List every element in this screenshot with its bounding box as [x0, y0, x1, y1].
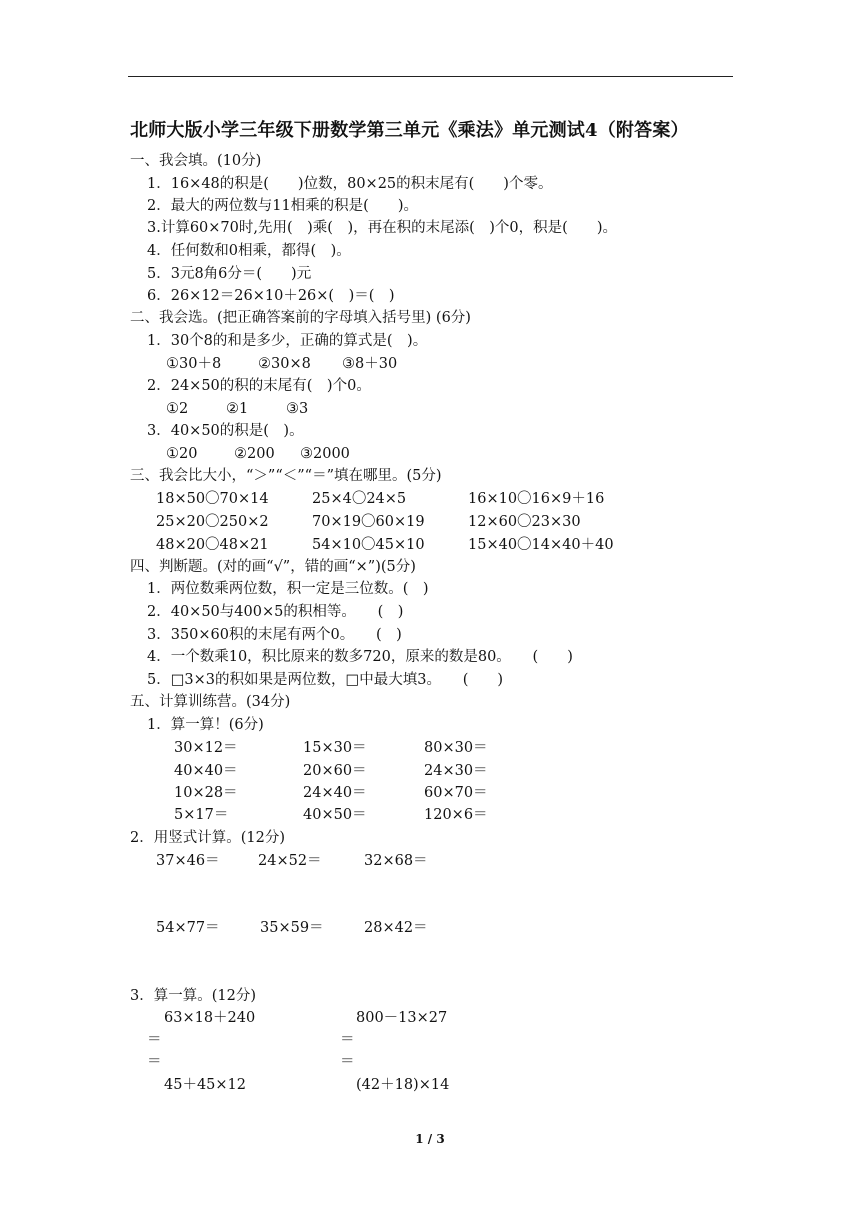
s1-q1: 1．16×48的积是( )位数，80×25的积末尾有( )个零。 [147, 176, 553, 192]
s3-compare-item: 18×50〇70×14 [156, 491, 269, 507]
s5-mixed-expr: 800－13×27 [356, 1010, 448, 1026]
s3-compare-item: 70×19〇60×19 [312, 514, 425, 530]
s2-q3: 3．40×50的积是( )。 [147, 423, 304, 439]
s2-q3-option-3: ③2000 [300, 446, 350, 462]
s4-q2: 2．40×50与400×5的积相等。 ( ) [147, 604, 404, 620]
s5-calc-item: 5×17＝ [174, 807, 229, 823]
s5-calc-item: 10×28＝ [174, 785, 238, 801]
s5-mixed-expr: (42＋18)×14 [356, 1077, 450, 1093]
s5-vertical-item: 32×68＝ [364, 853, 428, 869]
s1-q5: 5．3元8角6分＝( )元 [147, 266, 312, 282]
s2-q2: 2．24×50的积的末尾有( )个0。 [147, 378, 371, 394]
section-3-header: 三、我会比大小，“＞”“＜”“＝”填在哪里。(5分) [130, 468, 442, 484]
s5-part-3-header: 3．算一算。(12分) [130, 988, 256, 1004]
s2-q1-option-3: ③8＋30 [342, 356, 398, 372]
s2-q1-option-2: ②30×8 [258, 356, 311, 372]
s1-q4: 4．任何数和0相乘，都得( )。 [147, 243, 351, 259]
s5-calc-item: 30×12＝ [174, 740, 238, 756]
top-rule [128, 76, 733, 77]
s5-calc-item: 80×30＝ [424, 740, 488, 756]
s5-calc-item: 15×30＝ [303, 740, 367, 756]
s1-q3: 3.计算60×70时,先用( )乘( )，再在积的末尾添( )个0，积是( )。 [147, 220, 617, 236]
s3-compare-item: 48×20〇48×21 [156, 537, 269, 553]
section-1-header: 一、我会填。(10分) [130, 153, 262, 169]
s3-compare-item: 54×10〇45×10 [312, 537, 425, 553]
s4-q3: 3．350×60积的末尾有两个0。 ( ) [147, 627, 402, 643]
section-5-header: 五、计算训练营。(34分) [130, 694, 291, 710]
equals-line: ＝ [340, 1054, 355, 1070]
s3-compare-item: 15×40〇14×40＋40 [468, 537, 614, 553]
s3-compare-item: 12×60〇23×30 [468, 514, 581, 530]
s5-vertical-item: 35×59＝ [260, 920, 324, 936]
s5-vertical-item: 54×77＝ [156, 920, 220, 936]
s5-calc-item: 120×6＝ [424, 807, 488, 823]
s2-q2-option-1: ①2 [166, 401, 189, 417]
equals-line: ＝ [147, 1032, 162, 1048]
equals-line: ＝ [147, 1054, 162, 1070]
s5-calc-item: 40×40＝ [174, 763, 238, 779]
s1-q2: 2．最大的两位数与11相乘的积是( )。 [147, 198, 418, 214]
s5-calc-item: 20×60＝ [303, 763, 367, 779]
s5-calc-item: 40×50＝ [303, 807, 367, 823]
s3-compare-item: 25×20〇250×2 [156, 514, 269, 530]
s2-q3-option-2: ②200 [234, 446, 275, 462]
s5-mixed-expr: 63×18＋240 [164, 1010, 256, 1026]
equals-line: ＝ [340, 1032, 355, 1048]
s2-q2-option-3: ③3 [286, 401, 309, 417]
s5-calc-item: 24×40＝ [303, 785, 367, 801]
section-2-header: 二、我会选。(把正确答案前的字母填入括号里) (6分) [130, 310, 471, 326]
s5-vertical-item: 37×46＝ [156, 853, 220, 869]
s5-mixed-expr: 45＋45×12 [164, 1077, 247, 1093]
s5-calc-item: 24×30＝ [424, 763, 488, 779]
s5-calc-item: 60×70＝ [424, 785, 488, 801]
s5-vertical-item: 24×52＝ [258, 853, 322, 869]
document-title: 北师大版小学三年级下册数学第三单元《乘法》单元测试4（附答案） [130, 120, 689, 141]
s1-q6: 6．26×12＝26×10＋26×( )＝( ) [147, 288, 395, 304]
section-4-header: 四、判断题。(对的画“√”，错的画“×”)(5分) [130, 559, 416, 575]
s3-compare-item: 25×4〇24×5 [312, 491, 407, 507]
s2-q1-option-1: ①30＋8 [166, 356, 222, 372]
s3-compare-item: 16×10〇16×9＋16 [468, 491, 605, 507]
s2-q3-option-1: ①20 [166, 446, 198, 462]
s2-q2-option-2: ②1 [226, 401, 249, 417]
s5-vertical-item: 28×42＝ [364, 920, 428, 936]
s2-q1: 1．30个8的和是多少，正确的算式是( )。 [147, 333, 428, 349]
s4-q4: 4．一个数乘10，积比原来的数多720，原来的数是80。 ( ) [147, 649, 573, 665]
s5-part-2-header: 2．用竖式计算。(12分) [130, 830, 285, 846]
page-number: 1 / 3 [415, 1132, 445, 1146]
s4-q5: 5．□3×3的积如果是两位数，□中最大填3。 ( ) [147, 672, 504, 688]
s4-q1: 1．两位数乘两位数，积一定是三位数。( ) [147, 581, 429, 597]
s5-part-1-header: 1．算一算！(6分) [147, 717, 264, 733]
